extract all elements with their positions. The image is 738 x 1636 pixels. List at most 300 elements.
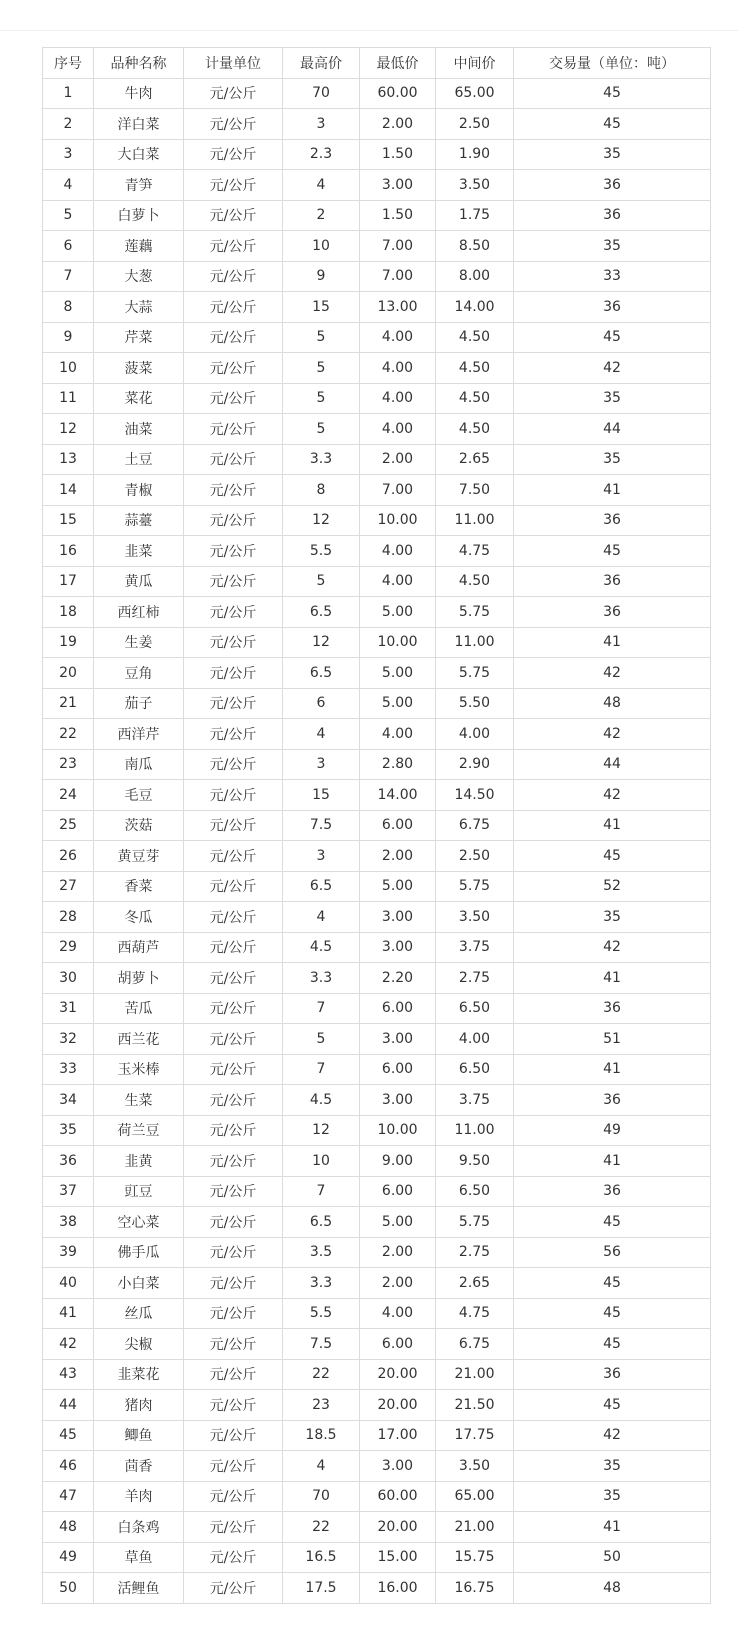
min-price-cell: 5.00 xyxy=(360,1207,436,1238)
max-price-cell: 18.5 xyxy=(283,1420,360,1451)
max-price-cell: 7.5 xyxy=(283,810,360,841)
item-name-cell: 蒜薹 xyxy=(94,505,184,536)
unit-cell: 元/公斤 xyxy=(184,505,283,536)
volume-cell: 42 xyxy=(514,1420,711,1451)
table-row xyxy=(43,109,711,140)
row-index-cell: 34 xyxy=(43,1085,94,1116)
unit-cell: 元/公斤 xyxy=(184,810,283,841)
table-row xyxy=(43,871,711,902)
max-price-cell: 6.5 xyxy=(283,871,360,902)
min-price-cell: 14.00 xyxy=(360,780,436,811)
min-price-cell: 3.00 xyxy=(360,902,436,933)
table-row xyxy=(43,536,711,567)
mid-price-cell: 65.00 xyxy=(436,1481,514,1512)
max-price-cell: 7.5 xyxy=(283,1329,360,1360)
row-index-cell: 14 xyxy=(43,475,94,506)
unit-cell: 元/公斤 xyxy=(184,627,283,658)
max-price-cell: 7 xyxy=(283,993,360,1024)
item-name-cell: 茴香 xyxy=(94,1451,184,1482)
min-price-cell: 3.00 xyxy=(360,1451,436,1482)
table-row xyxy=(43,353,711,384)
mid-price-cell: 2.50 xyxy=(436,841,514,872)
item-name-cell: 胡萝卜 xyxy=(94,963,184,994)
max-price-cell: 5 xyxy=(283,383,360,414)
mid-price-cell: 6.50 xyxy=(436,1176,514,1207)
unit-cell: 元/公斤 xyxy=(184,414,283,445)
volume-cell: 42 xyxy=(514,719,711,750)
volume-cell: 45 xyxy=(514,1390,711,1421)
row-index-cell: 36 xyxy=(43,1146,94,1177)
mid-price-cell: 3.75 xyxy=(436,932,514,963)
max-price-cell: 2.3 xyxy=(283,139,360,170)
mid-price-cell: 4.00 xyxy=(436,1024,514,1055)
unit-cell: 元/公斤 xyxy=(184,719,283,750)
item-name-cell: 芹菜 xyxy=(94,322,184,353)
table-row xyxy=(43,1329,711,1360)
row-index-cell: 26 xyxy=(43,841,94,872)
row-index-cell: 30 xyxy=(43,963,94,994)
volume-cell: 45 xyxy=(514,78,711,109)
volume-cell: 45 xyxy=(514,1298,711,1329)
table-row xyxy=(43,993,711,1024)
row-index-cell: 35 xyxy=(43,1115,94,1146)
unit-cell: 元/公斤 xyxy=(184,1573,283,1604)
max-price-cell: 12 xyxy=(283,1115,360,1146)
row-index-cell: 27 xyxy=(43,871,94,902)
item-name-cell: 生菜 xyxy=(94,1085,184,1116)
volume-cell: 35 xyxy=(514,231,711,262)
max-price-cell: 5 xyxy=(283,1024,360,1055)
row-index-cell: 8 xyxy=(43,292,94,323)
row-index-cell: 17 xyxy=(43,566,94,597)
item-name-cell: 空心菜 xyxy=(94,1207,184,1238)
mid-price-cell: 5.75 xyxy=(436,871,514,902)
min-price-cell: 4.00 xyxy=(360,719,436,750)
row-index-cell: 46 xyxy=(43,1451,94,1482)
min-price-cell: 10.00 xyxy=(360,505,436,536)
mid-price-cell: 4.50 xyxy=(436,566,514,597)
unit-cell: 元/公斤 xyxy=(184,1420,283,1451)
mid-price-cell: 4.75 xyxy=(436,1298,514,1329)
row-index-cell: 39 xyxy=(43,1237,94,1268)
volume-cell: 36 xyxy=(514,505,711,536)
mid-price-cell: 5.75 xyxy=(436,1207,514,1238)
unit-cell: 元/公斤 xyxy=(184,1115,283,1146)
item-name-cell: 白萝卜 xyxy=(94,200,184,231)
mid-price-cell: 4.75 xyxy=(436,536,514,567)
volume-cell: 35 xyxy=(514,1481,711,1512)
min-price-cell: 20.00 xyxy=(360,1390,436,1421)
max-price-cell: 4.5 xyxy=(283,932,360,963)
table-row xyxy=(43,688,711,719)
row-index-cell: 49 xyxy=(43,1542,94,1573)
item-name-cell: 大白菜 xyxy=(94,139,184,170)
unit-cell: 元/公斤 xyxy=(184,1542,283,1573)
item-name-cell: 土豆 xyxy=(94,444,184,475)
min-price-cell: 4.00 xyxy=(360,322,436,353)
item-name-cell: 西红柿 xyxy=(94,597,184,628)
min-price-cell: 20.00 xyxy=(360,1359,436,1390)
table-row xyxy=(43,383,711,414)
max-price-cell: 4 xyxy=(283,1451,360,1482)
max-price-cell: 70 xyxy=(283,78,360,109)
max-price-cell: 3.3 xyxy=(283,963,360,994)
volume-cell: 44 xyxy=(514,414,711,445)
min-price-cell: 4.00 xyxy=(360,353,436,384)
unit-cell: 元/公斤 xyxy=(184,841,283,872)
item-name-cell: 青笋 xyxy=(94,170,184,201)
unit-cell: 元/公斤 xyxy=(184,200,283,231)
item-name-cell: 毛豆 xyxy=(94,780,184,811)
mid-price-cell: 14.00 xyxy=(436,292,514,323)
item-name-cell: 韭菜花 xyxy=(94,1359,184,1390)
row-index-cell: 11 xyxy=(43,383,94,414)
unit-cell: 元/公斤 xyxy=(184,963,283,994)
unit-cell: 元/公斤 xyxy=(184,353,283,384)
row-index-cell: 4 xyxy=(43,170,94,201)
mid-price-cell: 4.50 xyxy=(436,414,514,445)
item-name-cell: 韭菜 xyxy=(94,536,184,567)
table-row xyxy=(43,1085,711,1116)
unit-cell: 元/公斤 xyxy=(184,1512,283,1543)
volume-cell: 36 xyxy=(514,170,711,201)
item-name-cell: 西葫芦 xyxy=(94,932,184,963)
max-price-cell: 6.5 xyxy=(283,658,360,689)
mid-price-cell: 6.75 xyxy=(436,810,514,841)
table-row xyxy=(43,1146,711,1177)
mid-price-cell: 2.65 xyxy=(436,1268,514,1299)
max-price-cell: 6.5 xyxy=(283,1207,360,1238)
table-body xyxy=(43,78,711,1603)
mid-price-cell: 3.50 xyxy=(436,170,514,201)
min-price-cell: 3.00 xyxy=(360,932,436,963)
item-name-cell: 青椒 xyxy=(94,475,184,506)
min-price-cell: 2.00 xyxy=(360,841,436,872)
table-row xyxy=(43,1359,711,1390)
row-index-cell: 45 xyxy=(43,1420,94,1451)
table-row xyxy=(43,170,711,201)
table-row xyxy=(43,810,711,841)
unit-cell: 元/公斤 xyxy=(184,780,283,811)
volume-cell: 45 xyxy=(514,841,711,872)
volume-cell: 33 xyxy=(514,261,711,292)
max-price-cell: 15 xyxy=(283,292,360,323)
volume-cell: 45 xyxy=(514,322,711,353)
item-name-cell: 大葱 xyxy=(94,261,184,292)
table-row xyxy=(43,1390,711,1421)
mid-price-cell: 2.75 xyxy=(436,963,514,994)
volume-cell: 41 xyxy=(514,1512,711,1543)
row-index-cell: 22 xyxy=(43,719,94,750)
unit-cell: 元/公斤 xyxy=(184,1237,283,1268)
mid-price-cell: 11.00 xyxy=(436,627,514,658)
table-row xyxy=(43,1573,711,1604)
min-price-cell: 1.50 xyxy=(360,200,436,231)
row-index-cell: 10 xyxy=(43,353,94,384)
volume-cell: 42 xyxy=(514,353,711,384)
mid-price-cell: 21.50 xyxy=(436,1390,514,1421)
divider xyxy=(0,30,738,31)
max-price-cell: 3.3 xyxy=(283,1268,360,1299)
volume-cell: 36 xyxy=(514,200,711,231)
volume-cell: 41 xyxy=(514,963,711,994)
mid-price-cell: 4.50 xyxy=(436,322,514,353)
table-row xyxy=(43,505,711,536)
volume-cell: 45 xyxy=(514,536,711,567)
min-price-cell: 1.50 xyxy=(360,139,436,170)
cropped-header-text xyxy=(0,0,738,12)
table-row xyxy=(43,1115,711,1146)
mid-price-cell: 4.00 xyxy=(436,719,514,750)
unit-cell: 元/公斤 xyxy=(184,1207,283,1238)
volume-cell: 42 xyxy=(514,932,711,963)
item-name-cell: 香菜 xyxy=(94,871,184,902)
row-index-cell: 42 xyxy=(43,1329,94,1360)
item-name-cell: 鲫鱼 xyxy=(94,1420,184,1451)
table-row xyxy=(43,1054,711,1085)
mid-price-cell: 3.75 xyxy=(436,1085,514,1116)
volume-cell: 41 xyxy=(514,810,711,841)
volume-cell: 35 xyxy=(514,444,711,475)
unit-cell: 元/公斤 xyxy=(184,1359,283,1390)
volume-cell: 36 xyxy=(514,1085,711,1116)
row-index-cell: 3 xyxy=(43,139,94,170)
item-name-cell: 尖椒 xyxy=(94,1329,184,1360)
item-name-cell: 西洋芹 xyxy=(94,719,184,750)
max-price-cell: 4 xyxy=(283,902,360,933)
max-price-cell: 22 xyxy=(283,1512,360,1543)
unit-cell: 元/公斤 xyxy=(184,1329,283,1360)
unit-cell: 元/公斤 xyxy=(184,1024,283,1055)
unit-cell: 元/公斤 xyxy=(184,444,283,475)
unit-cell: 元/公斤 xyxy=(184,536,283,567)
volume-cell: 41 xyxy=(514,1146,711,1177)
item-name-cell: 小白菜 xyxy=(94,1268,184,1299)
mid-price-cell: 5.75 xyxy=(436,597,514,628)
item-name-cell: 菜花 xyxy=(94,383,184,414)
row-index-cell: 2 xyxy=(43,109,94,140)
max-price-cell: 6 xyxy=(283,688,360,719)
row-index-cell: 15 xyxy=(43,505,94,536)
min-price-cell: 7.00 xyxy=(360,261,436,292)
volume-cell: 45 xyxy=(514,109,711,140)
table-row xyxy=(43,1420,711,1451)
row-index-cell: 6 xyxy=(43,231,94,262)
max-price-cell: 3 xyxy=(283,749,360,780)
mid-price-cell: 15.75 xyxy=(436,1542,514,1573)
item-name-cell: 茨菇 xyxy=(94,810,184,841)
max-price-cell: 3 xyxy=(283,841,360,872)
mid-price-cell: 2.65 xyxy=(436,444,514,475)
volume-cell: 35 xyxy=(514,383,711,414)
mid-price-cell: 2.75 xyxy=(436,1237,514,1268)
max-price-cell: 10 xyxy=(283,231,360,262)
row-index-cell: 48 xyxy=(43,1512,94,1543)
table-row xyxy=(43,780,711,811)
table-row xyxy=(43,200,711,231)
unit-cell: 元/公斤 xyxy=(184,1390,283,1421)
mid-price-cell: 3.50 xyxy=(436,902,514,933)
header-cell: 最高价 xyxy=(283,48,360,79)
max-price-cell: 5.5 xyxy=(283,536,360,567)
volume-cell: 36 xyxy=(514,1359,711,1390)
mid-price-cell: 21.00 xyxy=(436,1512,514,1543)
table-row xyxy=(43,719,711,750)
mid-price-cell: 4.50 xyxy=(436,353,514,384)
mid-price-cell: 11.00 xyxy=(436,1115,514,1146)
table-row xyxy=(43,566,711,597)
mid-price-cell: 1.75 xyxy=(436,200,514,231)
row-index-cell: 5 xyxy=(43,200,94,231)
min-price-cell: 6.00 xyxy=(360,1054,436,1085)
volume-cell: 35 xyxy=(514,902,711,933)
header-cell: 序号 xyxy=(43,48,94,79)
min-price-cell: 5.00 xyxy=(360,597,436,628)
row-index-cell: 9 xyxy=(43,322,94,353)
mid-price-cell: 7.50 xyxy=(436,475,514,506)
volume-cell: 41 xyxy=(514,475,711,506)
unit-cell: 元/公斤 xyxy=(184,1268,283,1299)
table-row xyxy=(43,749,711,780)
row-index-cell: 24 xyxy=(43,780,94,811)
row-index-cell: 37 xyxy=(43,1176,94,1207)
volume-cell: 48 xyxy=(514,1573,711,1604)
row-index-cell: 31 xyxy=(43,993,94,1024)
item-name-cell: 豇豆 xyxy=(94,1176,184,1207)
table-row xyxy=(43,444,711,475)
unit-cell: 元/公斤 xyxy=(184,902,283,933)
mid-price-cell: 5.50 xyxy=(436,688,514,719)
volume-cell: 35 xyxy=(514,1451,711,1482)
table-row xyxy=(43,963,711,994)
min-price-cell: 6.00 xyxy=(360,1329,436,1360)
min-price-cell: 20.00 xyxy=(360,1512,436,1543)
header-cell: 中间价 xyxy=(436,48,514,79)
min-price-cell: 2.00 xyxy=(360,1268,436,1299)
unit-cell: 元/公斤 xyxy=(184,139,283,170)
table-row xyxy=(43,78,711,109)
row-index-cell: 43 xyxy=(43,1359,94,1390)
volume-cell: 45 xyxy=(514,1329,711,1360)
item-name-cell: 牛肉 xyxy=(94,78,184,109)
max-price-cell: 16.5 xyxy=(283,1542,360,1573)
table-row xyxy=(43,597,711,628)
item-name-cell: 茄子 xyxy=(94,688,184,719)
max-price-cell: 4.5 xyxy=(283,1085,360,1116)
item-name-cell: 白条鸡 xyxy=(94,1512,184,1543)
volume-cell: 44 xyxy=(514,749,711,780)
table-row xyxy=(43,841,711,872)
max-price-cell: 5 xyxy=(283,353,360,384)
mid-price-cell: 6.50 xyxy=(436,993,514,1024)
max-price-cell: 15 xyxy=(283,780,360,811)
volume-cell: 36 xyxy=(514,292,711,323)
volume-cell: 36 xyxy=(514,993,711,1024)
header-cell: 计量单位 xyxy=(184,48,283,79)
max-price-cell: 7 xyxy=(283,1054,360,1085)
min-price-cell: 6.00 xyxy=(360,1176,436,1207)
min-price-cell: 4.00 xyxy=(360,536,436,567)
volume-cell: 52 xyxy=(514,871,711,902)
max-price-cell: 3 xyxy=(283,109,360,140)
mid-price-cell: 2.90 xyxy=(436,749,514,780)
mid-price-cell: 8.00 xyxy=(436,261,514,292)
min-price-cell: 2.20 xyxy=(360,963,436,994)
min-price-cell: 13.00 xyxy=(360,292,436,323)
table-row xyxy=(43,1542,711,1573)
unit-cell: 元/公斤 xyxy=(184,231,283,262)
item-name-cell: 丝瓜 xyxy=(94,1298,184,1329)
min-price-cell: 7.00 xyxy=(360,231,436,262)
mid-price-cell: 6.50 xyxy=(436,1054,514,1085)
min-price-cell: 7.00 xyxy=(360,475,436,506)
mid-price-cell: 8.50 xyxy=(436,231,514,262)
unit-cell: 元/公斤 xyxy=(184,1176,283,1207)
table-row xyxy=(43,1512,711,1543)
mid-price-cell: 65.00 xyxy=(436,78,514,109)
unit-cell: 元/公斤 xyxy=(184,749,283,780)
table-header-row xyxy=(43,48,711,79)
item-name-cell: 黄豆芽 xyxy=(94,841,184,872)
max-price-cell: 7 xyxy=(283,1176,360,1207)
mid-price-cell: 1.90 xyxy=(436,139,514,170)
row-index-cell: 29 xyxy=(43,932,94,963)
max-price-cell: 4 xyxy=(283,170,360,201)
min-price-cell: 10.00 xyxy=(360,627,436,658)
item-name-cell: 西兰花 xyxy=(94,1024,184,1055)
volume-cell: 48 xyxy=(514,688,711,719)
item-name-cell: 猪肉 xyxy=(94,1390,184,1421)
max-price-cell: 6.5 xyxy=(283,597,360,628)
header-cell: 品种名称 xyxy=(94,48,184,79)
table-row xyxy=(43,322,711,353)
max-price-cell: 23 xyxy=(283,1390,360,1421)
mid-price-cell: 9.50 xyxy=(436,1146,514,1177)
table-row xyxy=(43,1024,711,1055)
row-index-cell: 41 xyxy=(43,1298,94,1329)
unit-cell: 元/公斤 xyxy=(184,1085,283,1116)
unit-cell: 元/公斤 xyxy=(184,78,283,109)
item-name-cell: 生姜 xyxy=(94,627,184,658)
item-name-cell: 苦瓜 xyxy=(94,993,184,1024)
item-name-cell: 南瓜 xyxy=(94,749,184,780)
table-row xyxy=(43,1298,711,1329)
max-price-cell: 5.5 xyxy=(283,1298,360,1329)
table-row xyxy=(43,292,711,323)
table-row xyxy=(43,658,711,689)
min-price-cell: 3.00 xyxy=(360,1085,436,1116)
max-price-cell: 2 xyxy=(283,200,360,231)
row-index-cell: 40 xyxy=(43,1268,94,1299)
max-price-cell: 8 xyxy=(283,475,360,506)
item-name-cell: 豆角 xyxy=(94,658,184,689)
min-price-cell: 2.00 xyxy=(360,444,436,475)
min-price-cell: 5.00 xyxy=(360,871,436,902)
unit-cell: 元/公斤 xyxy=(184,170,283,201)
min-price-cell: 60.00 xyxy=(360,1481,436,1512)
max-price-cell: 70 xyxy=(283,1481,360,1512)
volume-cell: 51 xyxy=(514,1024,711,1055)
min-price-cell: 16.00 xyxy=(360,1573,436,1604)
min-price-cell: 2.00 xyxy=(360,1237,436,1268)
row-index-cell: 50 xyxy=(43,1573,94,1604)
unit-cell: 元/公斤 xyxy=(184,566,283,597)
item-name-cell: 佛手瓜 xyxy=(94,1237,184,1268)
row-index-cell: 19 xyxy=(43,627,94,658)
max-price-cell: 3.5 xyxy=(283,1237,360,1268)
mid-price-cell: 5.75 xyxy=(436,658,514,689)
item-name-cell: 玉米棒 xyxy=(94,1054,184,1085)
